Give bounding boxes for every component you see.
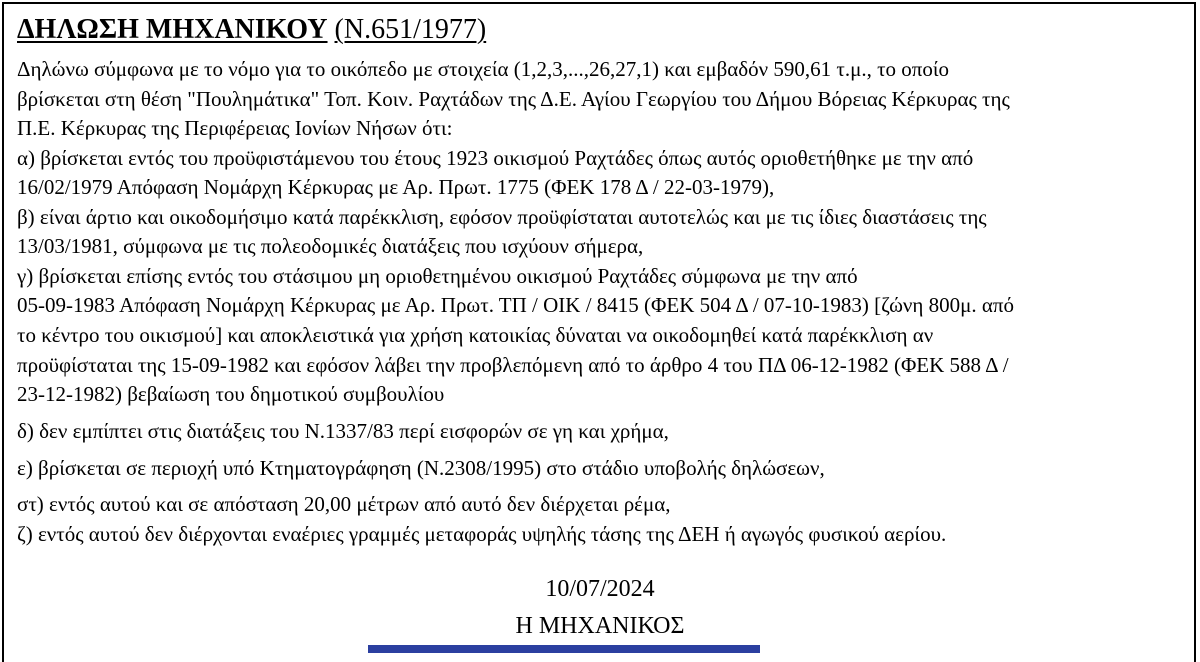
item-a-line-1: α) βρίσκεται εντός του προϋφιστάμενου του έτους 1923 οικισμού Ραχτάδες όπως αυτός οριοθετήθηκε με την από [17, 146, 974, 170]
item-b-line-2: 13/03/1981, σύμφωνα με τις πολεοδομικές διατάξεις που ισχύουν σήμερα, [17, 234, 644, 258]
item-c-line-4: προϋφίσταται της 15-09-1982 και εφόσον λάβει την προβλεπόμενη από το άρθρο 4 του ΠΔ 06-12-1982 (ΦΕΚ 588 Δ / [17, 353, 1009, 377]
item-st: στ) εντός αυτού και σε απόσταση 20,00 μέτρων από αυτό δεν διέρχεται ρέμα, [17, 492, 671, 516]
item-z: ζ) εντός αυτού δεν διέρχονται εναέριες γραμμές μεταφοράς υψηλής τάσης της ΔΕΗ ή αγωγός φυσικού αερίου. [17, 522, 947, 546]
item-b-line-1: β) είναι άρτιο και οικοδομήσιμο κατά παρέκκλιση, εφόσον προϋφίσταται αυτοτελώς και με τις ίδιες διαστάσεις της [17, 205, 987, 229]
intro-line-1: Δηλώνω σύμφωνα με το νόμο για το οικόπεδο με στοιχεία (1,2,3,...,26,27,1) και εμβαδόν 590,61 τ.μ., το οποίο [17, 57, 950, 81]
signature-date: 10/07/2024 [545, 576, 655, 602]
item-c-line-5: 23-12-1982) βεβαίωση του δημοτικού συμβουλίου [17, 382, 445, 406]
item-c-line-1: γ) βρίσκεται επίσης εντός του στάσιμου μη οριοθετημένου οικισμού Ραχτάδες σύμφωνα με την από [17, 264, 858, 288]
item-e: ε) βρίσκεται σε περιοχή υπό Κτηματογράφηση (Ν.2308/1995) στο στάδιο υποβολής δηλώσεων, [17, 456, 825, 480]
title-law-reference: (Ν.651/1977) [334, 14, 487, 45]
intro-line-2: βρίσκεται στη θέση "Πουλημάτικα" Τοπ. Κοιν. Ραχτάδων της Δ.Ε. Αγίου Γεωργίου του Δήμου Βόρειας Κέρκυρας της [17, 87, 1010, 111]
item-c-line-3: το κέντρο του οικισμού] και αποκλειστικά για χρήση κατοικίας δύναται να οικοδομηθεί κατά παρέκκλιση αν [17, 323, 934, 347]
stamp-edge [368, 645, 760, 653]
item-a-line-2: 16/02/1979 Απόφαση Νομάρχη Κέρκυρας με Αρ. Πρωτ. 1775 (ΦΕΚ 178 Δ / 22-03-1979), [17, 175, 775, 199]
title-main: ΔΗΛΩΣΗ ΜΗΧΑΝΙΚΟΥ [17, 14, 328, 45]
signatory-title: Η ΜΗΧΑΝΙΚΟΣ [515, 613, 685, 639]
item-d: δ) δεν εμπίπτει στις διατάξεις του Ν.1337/83 περί εισφορών σε γη και χρήμα, [17, 419, 669, 443]
intro-line-3: Π.Ε. Κέρκυρας της Περιφέρειας Ιονίων Νήσων ότι: [17, 116, 453, 140]
item-c-line-2: 05-09-1983 Απόφαση Νομάρχη Κέρκυρας με Αρ. Πρωτ. ΤΠ / ΟΙΚ / 8415 (ΦΕΚ 504 Δ / 07-10-1983) [ζώνη 800μ. από [17, 293, 1014, 317]
document-title [17, 12, 486, 48]
